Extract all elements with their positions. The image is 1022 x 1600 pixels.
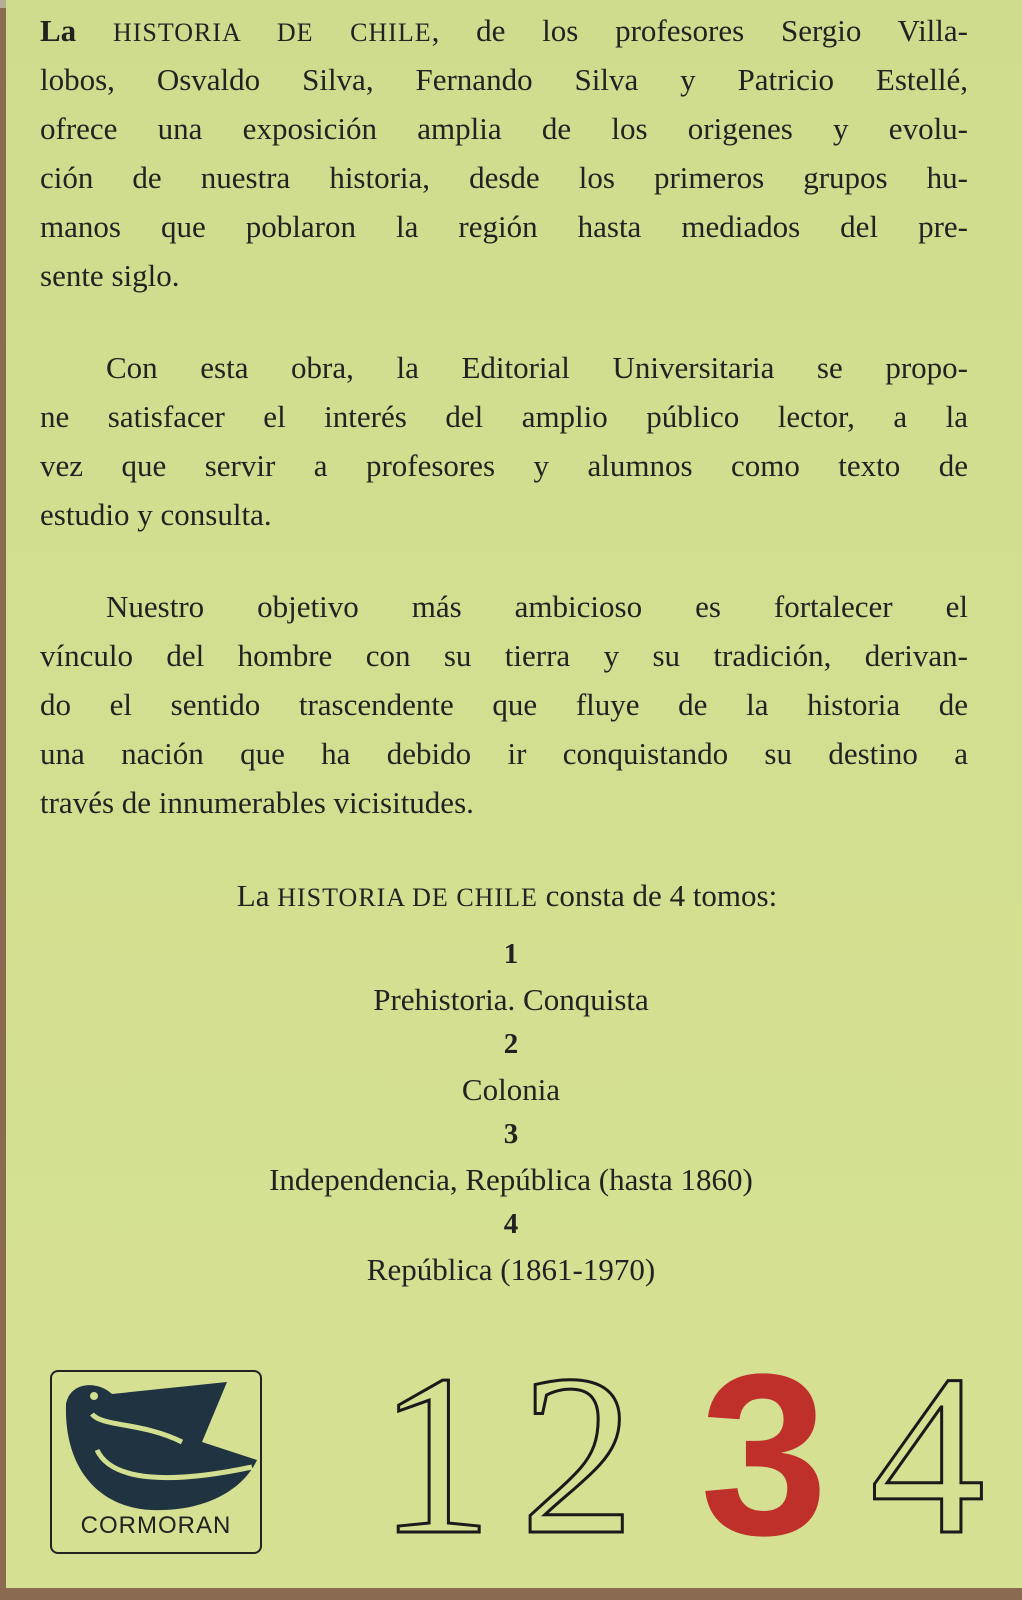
text-line: lobos, Osvaldo Silva, Fernando Silva y Patricio Estellé, bbox=[40, 62, 968, 97]
logo-text: CORMORAN bbox=[80, 1512, 232, 1539]
cormorant-bird-icon bbox=[52, 1372, 260, 1512]
text-line: manos que poblaron la región hasta mediados del pre- bbox=[40, 209, 968, 244]
volume-number: 2 bbox=[503, 1028, 519, 1060]
text: , de los profesores Sergio Villa- bbox=[431, 13, 968, 48]
volume-number: 3 bbox=[503, 1118, 519, 1150]
series-number-2: 2 bbox=[520, 1327, 635, 1582]
text-line bbox=[40, 6, 968, 55]
volume-title: Prehistoria. Conquista bbox=[373, 982, 649, 1017]
paragraph-purpose bbox=[40, 343, 968, 539]
text-line: do el sentido trascendente que fluye de la historia de bbox=[40, 687, 968, 722]
volume-title: República (1861-1970) bbox=[366, 1252, 656, 1287]
text: consta de 4 tomos: bbox=[537, 878, 778, 913]
text-line: vez que servir a profesores y alumnos como texto de bbox=[40, 448, 968, 483]
text: La bbox=[236, 878, 278, 913]
volume-number: 1 bbox=[503, 938, 519, 970]
text-line: una nación que ha debido ir conquistando su destino a bbox=[40, 736, 968, 771]
volume-title: Colonia bbox=[461, 1072, 561, 1107]
text-line: ne satisfacer el interés del amplio público lector, a la bbox=[40, 399, 968, 434]
text-line: ofrece una exposición amplia de los origenes y evolu- bbox=[40, 111, 968, 146]
text: La bbox=[40, 13, 113, 48]
text-line: ción de nuestra historia, desde los primeros grupos hu- bbox=[40, 160, 968, 195]
paragraph-intro bbox=[40, 6, 968, 300]
text-line: Con esta obra, la Editorial Universitaria se propo- bbox=[106, 350, 968, 385]
paragraph-objective bbox=[40, 582, 968, 827]
series-number-3-highlighted: 3 bbox=[700, 1326, 828, 1583]
volume-list bbox=[0, 932, 1022, 1292]
cormoran-publisher-logo bbox=[50, 1370, 262, 1554]
series-number-1: 1 bbox=[378, 1327, 493, 1582]
volume-number: 4 bbox=[503, 1208, 519, 1240]
text-line: Nuestro objetivo más ambicioso es fortalecer el bbox=[106, 589, 968, 624]
series-number-4: 4 bbox=[870, 1327, 985, 1582]
book-title: HISTORIA DE CHILE bbox=[277, 883, 538, 912]
volumes-intro bbox=[0, 878, 1018, 914]
volume-title: Independencia, República (hasta 1860) bbox=[269, 1162, 753, 1197]
text-line: través de innumerables vicisitudes. bbox=[40, 785, 474, 820]
text-line: vínculo del hombre con su tierra y su tradición, derivan- bbox=[40, 638, 968, 673]
book-title: HISTORIA DE CHILE bbox=[112, 18, 432, 47]
text-line: estudio y consulta. bbox=[40, 497, 272, 532]
text-line: sente siglo. bbox=[40, 258, 180, 293]
